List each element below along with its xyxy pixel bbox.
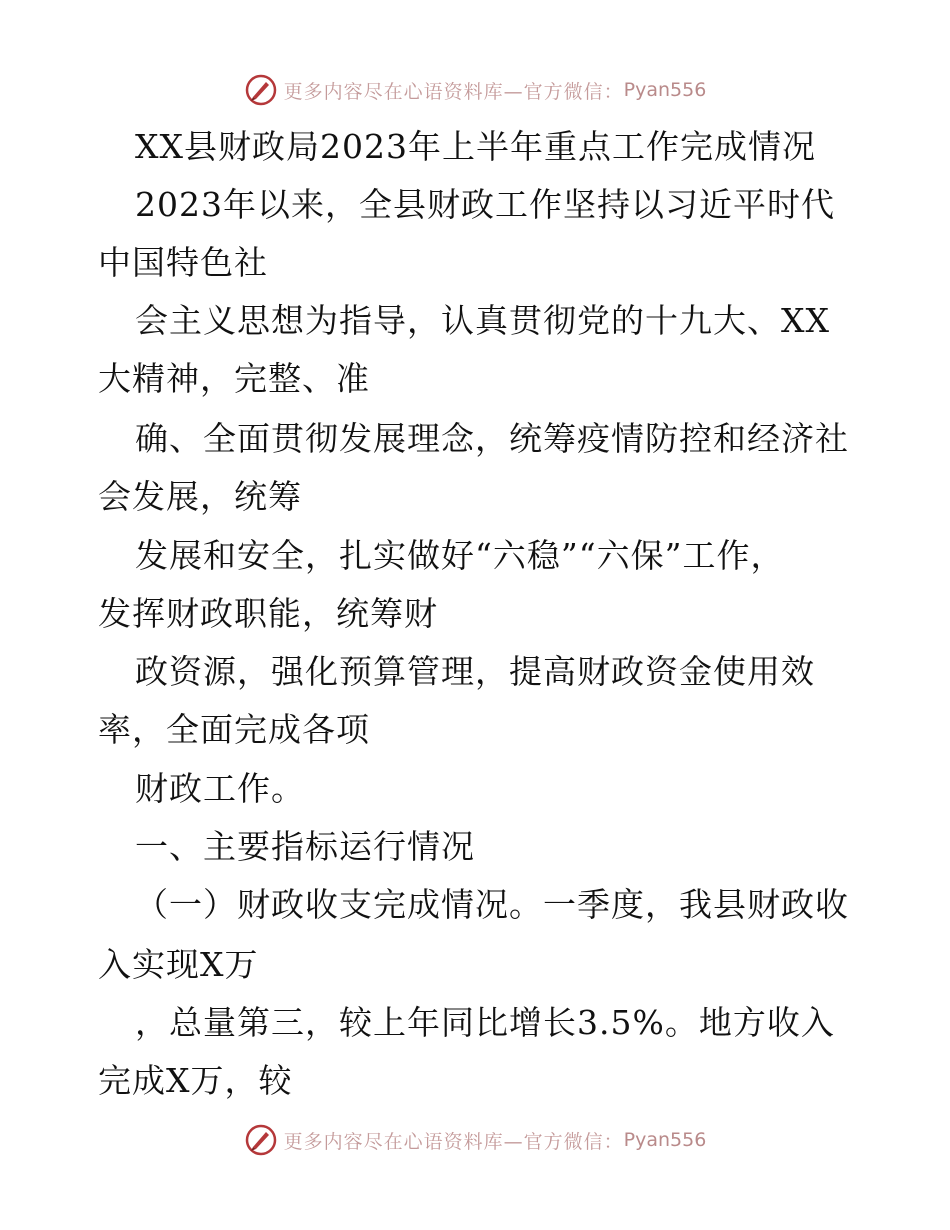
paragraph-line: 完成X万，较	[98, 1061, 293, 1100]
paragraph-line: 入实现X万	[98, 945, 259, 984]
watermark-brand: Pyan556	[623, 79, 707, 101]
paragraph-line: 2023年以来，全县财政工作坚持以习近平时代	[135, 185, 835, 224]
paragraph-line: 大精神，完整、准	[98, 359, 370, 398]
watermark-text: 更多内容尽在心语资料库—官方微信：	[283, 1130, 624, 1153]
watermark-text: 更多内容尽在心语资料库—官方微信：	[283, 80, 624, 103]
quill-seal-icon	[244, 1123, 278, 1157]
section-heading: 一、主要指标运行情况	[135, 827, 475, 866]
paragraph-line: 发展和安全，扎实做好“六稳”“六保”工作，	[135, 536, 785, 575]
paragraph-line: 政资源，强化预算管理，提高财政资金使用效	[135, 652, 815, 691]
paragraph-line: 中国特色社	[98, 243, 268, 282]
paragraph-line: 会发展，统筹	[98, 477, 302, 516]
subsection-paragraph-line: （一）财政收支完成情况。一季度，我县财政收	[135, 885, 849, 924]
paragraph-line: 财政工作。	[135, 769, 305, 808]
paragraph-line: 会主义思想为指导，认真贯彻党的十九大、XX	[135, 301, 830, 340]
paragraph-line: 确、全面贯彻发展理念，统筹疫情防控和经济社	[135, 419, 849, 458]
paragraph-line: 率，全面完成各项	[98, 710, 370, 749]
document-title: XX县财政局2023年上半年重点工作完成情况	[135, 127, 816, 166]
quill-seal-icon	[244, 73, 278, 107]
watermark-brand: Pyan556	[623, 1129, 707, 1151]
watermark-header	[0, 70, 950, 110]
paragraph-line: ，总量第三，较上年同比增长3.5%。地方收入	[135, 1003, 835, 1042]
watermark-footer	[0, 1120, 950, 1160]
paragraph-line: 发挥财政职能，统筹财	[98, 594, 438, 633]
